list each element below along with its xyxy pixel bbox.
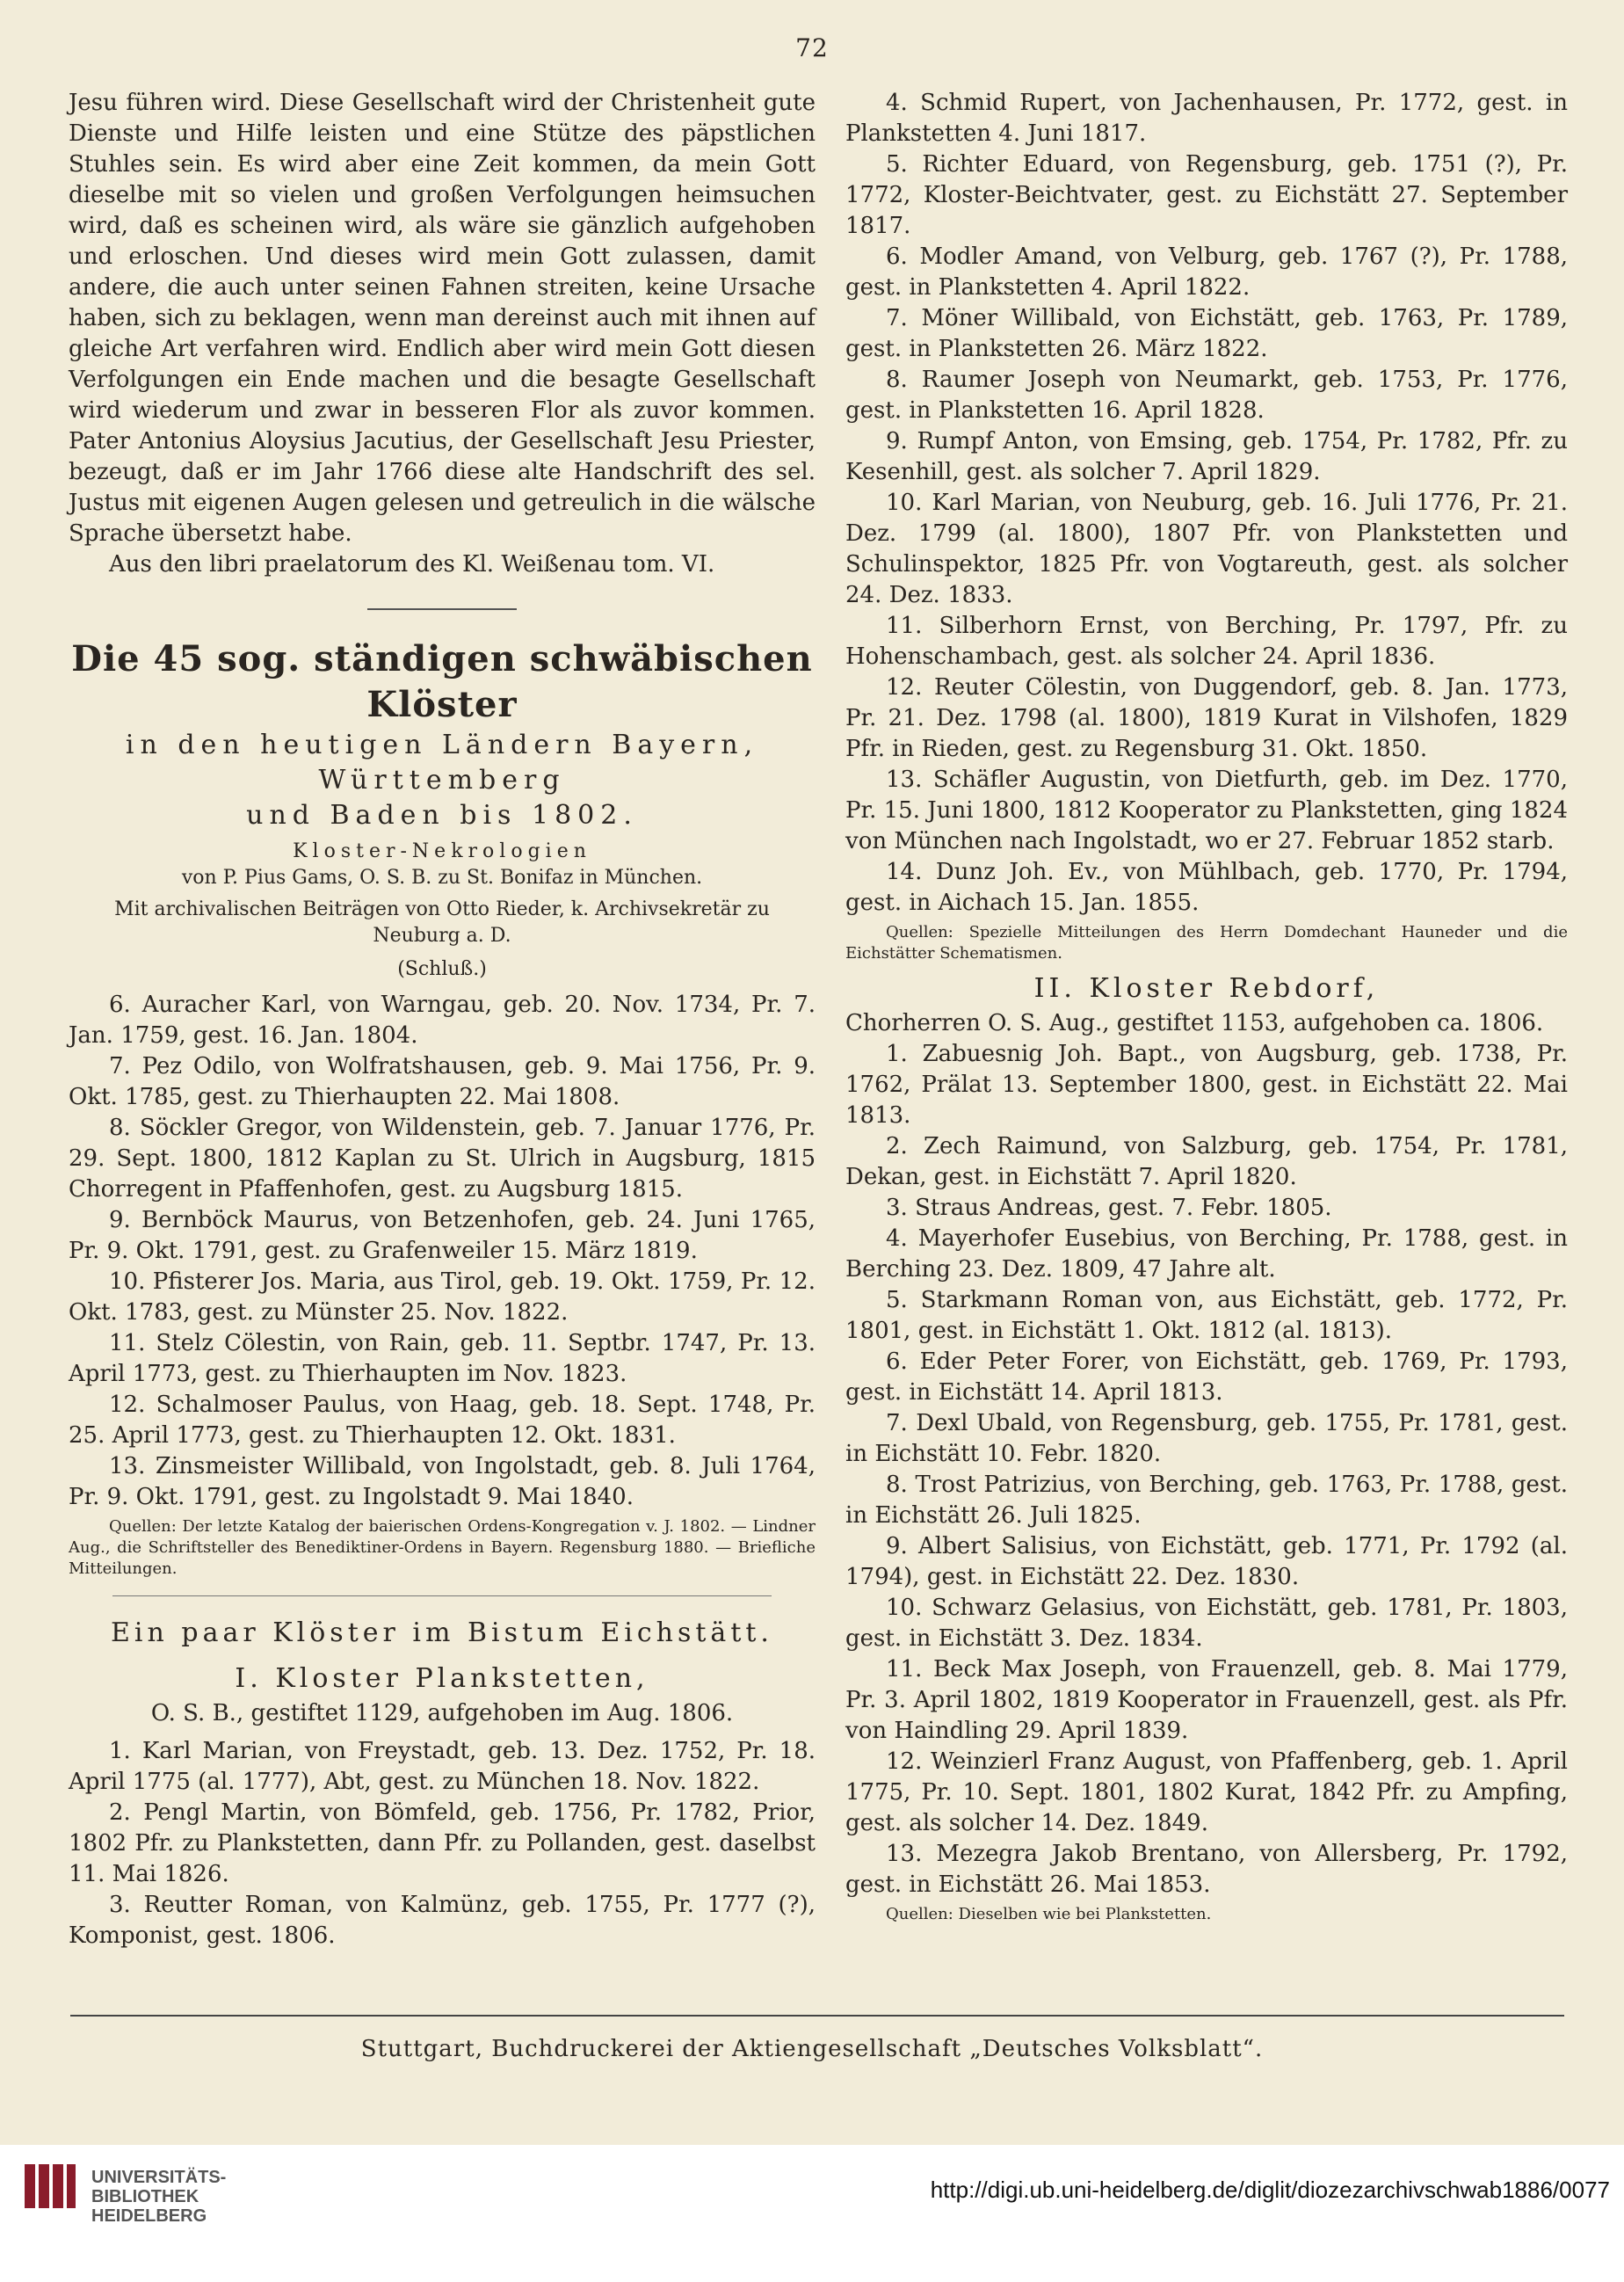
list-item: 13. Mezegra Jakob Brentano, von Allersberg, Pr. 1792, gest. in Eichstätt 26. Mai 1853. xyxy=(845,1841,1568,1898)
list-item: 2. Pengl Martin, von Bömfeld, geb. 1756, Pr. 1782, Prior, 1802 Pfr. zu Plankstetten, dann Pfr. zu Pollanden, gest. daselbst 11. Mai 1826. xyxy=(69,1799,816,1887)
list-item: 1. Karl Marian, von Freystadt, geb. 13. Dez. 1752, Pr. 18. April 1775 (al. 1777), Abt, gest. zu München 18. Nov. 1822. xyxy=(69,1738,816,1795)
list-item: 5. Starkmann Roman von, aus Eichstätt, geb. 1772, Pr. 1801, gest. in Eichstätt 1. Okt. 1812 (al. 1813). xyxy=(845,1287,1568,1344)
list-item: 10. Karl Marian, von Neuburg, geb. 16. Juli 1776, Pr. 21. Dez. 1799 (al. 1800), 1807 Pfr. von Plankstetten und Schulinspektor, 1825 Pfr. von Vogtareuth, gest. als solcher 24. Dez. 1833. xyxy=(845,490,1568,608)
entries-list xyxy=(69,990,816,1513)
list-item: 4. Mayerhofer Eusebius, von Berching, Pr. 1788, gest. in Berching 23. Dez. 1809, 47 Jahre alt. xyxy=(845,1225,1568,1283)
intro-source: Aus den libri praelatorum des Kl. Weißenau tom. VI. xyxy=(109,551,715,578)
subsection-info: O. S. B., gestiftet 1129, aufgehoben im Aug. 1806. xyxy=(150,1700,734,1726)
page-number: 72 xyxy=(795,33,829,62)
author-line: von P. Pius Gams, O. S. B. zu St. Bonifaz in München. xyxy=(181,867,703,889)
list-item: 14. Dunz Joh. Ev., von Mühlbach, geb. 1770, Pr. 1794, gest. in Aichach 15. Jan. 1855. xyxy=(845,859,1568,916)
library-name-line: HEIDELBERG xyxy=(91,2206,207,2226)
list-item: 10. Pfisterer Jos. Maria, aus Tirol, geb. 19. Okt. 1759, Pr. 12. Okt. 1783, gest. zu Münster 25. Nov. 1822. xyxy=(69,1268,816,1326)
rebdorf-sources-note: Quellen: Dieselben wie bei Plankstetten. xyxy=(886,1905,1212,1923)
list-item: 8. Söckler Gregor, von Wildenstein, geb. 7. Januar 1776, Pr. 29. Sept. 1800, 1812 Kaplan zu St. Ulrich in Augsburg, 1815 Chorregent in Pfaffenhofen, gest. zu Augsburg 1815. xyxy=(69,1115,816,1203)
section-title: Ein paar Klöster im Bistum Eichstätt. xyxy=(111,1617,773,1648)
contrib-line: Mit archivalischen Beiträgen von Otto Rieder, k. Archivsekretär zu Neuburg a. D. xyxy=(114,898,770,947)
divider xyxy=(112,1595,772,1596)
source-url-link[interactable]: http://digi.ub.uni-heidelberg.de/diglit/diozezarchivschwab1886/0077 xyxy=(930,2177,1610,2203)
list-item: 6. Eder Peter Forer, von Eichstätt, geb. 1769, Pr. 1793, gest. in Eichstätt 14. April 1813. xyxy=(845,1348,1568,1406)
list-item: 11. Silberhorn Ernst, von Berching, Pr. 1797, Pfr. zu Hohenschambach, gest. als solcher 24. April 1836. xyxy=(845,613,1568,670)
list-item: 3. Straus Andreas, gest. 7. Febr. 1805. xyxy=(886,1195,1332,1221)
intro-paragraph: Jesu führen wird. Diese Gesellschaft wird der Christenheit gute Dienste und Hilfe leisten und eine Stütze des päpstlichen Stuhles sein. Es wird aber eine Zeit kommen, da mein Gott dieselbe mit so vielen und großen Verfolgungen heimsuchen wird, daß es scheinen wird, als wäre sie gänzlich aufgehoben und erloschen. Und dieses wird mein Gott zulassen, damit andere, die auch unter seinen Fahnen streiten, keine Ursache haben, sich zu beklagen, wenn man dereinst auch mit ihnen auf gleiche Art verfahren wird. Endlich aber wird mein Gott diesen Verfolgungen ein Ende machen und die besagte Gesellschaft wird wiederum und zwar in besseren Flor als zuvor kommen. Pater Antonius Aloysius Jacutius, der Gesellschaft Jesu Priester, bezeugt, daß er im Jahr 1766 diese alte Handschrift des sel. Justus mit eigenen Augen gelesen und getreulich in die wälsche Sprache übersetzt habe. xyxy=(69,90,816,547)
list-item: 13. Schäfler Augustin, von Dietfurth, geb. im Dez. 1770, Pr. 15. Juni 1800, 1812 Kooperator zu Plankstetten, ging 1824 von München nach Ingolstadt, wo er 27. Februar 1852 starb. xyxy=(845,767,1568,854)
list-item: 7. Dexl Ubald, von Regensburg, geb. 1755, Pr. 1781, gest. in Eichstätt 10. Febr. 1820. xyxy=(845,1410,1568,1467)
list-item: 9. Bernböck Maurus, von Betzenhofen, geb. 24. Juni 1765, Pr. 9. Okt. 1791, gest. zu Grafenweiler 15. März 1819. xyxy=(69,1207,816,1264)
list-item: 12. Weinzierl Franz August, von Pfaffenberg, geb. 1. April 1775, Pr. 10. Sept. 1801, 1802 Kurat, 1842 Pfr. zu Ampfing, gest. als solcher 14. Dez. 1849. xyxy=(845,1748,1568,1836)
list-item: 9. Albert Salisius, von Eichstätt, geb. 1771, Pr. 1792 (al. 1794), gest. in Eichstätt 22. Dez. 1830. xyxy=(845,1533,1568,1590)
list-item: 8. Trost Patrizius, von Berching, geb. 1763, Pr. 1788, gest. in Eichstätt 26. Juli 1825. xyxy=(845,1472,1568,1529)
list-item: 9. Rumpf Anton, von Emsing, geb. 1754, Pr. 1782, Pfr. zu Kesenhill, gest. als solcher 7. April 1829. xyxy=(845,428,1568,485)
list-item: 1. Zabuesnig Joh. Bapt., von Augsburg, geb. 1738, Pr. 1762, Prälat 13. September 1800, gest. in Eichstätt 22. Mai 1813. xyxy=(845,1041,1568,1129)
library-name xyxy=(91,2168,226,2226)
library-name-line: UNIVERSITÄTS- xyxy=(91,2168,227,2187)
schluss-label: (Schluß.) xyxy=(397,958,487,980)
divider xyxy=(367,608,517,610)
article-title: Die 45 sog. ständigen schwäbischen Klöster xyxy=(71,638,813,725)
list-item: 10. Schwarz Gelasius, von Eichstätt, geb. 1781, Pr. 1803, gest. in Eichstätt 3. Dez. 1834. xyxy=(845,1595,1568,1652)
list-item: 11. Stelz Cölestin, von Rain, geb. 11. Septbr. 1747, Pr. 13. April 1773, gest. zu Thierhaupten im Nov. 1823. xyxy=(69,1330,816,1387)
plank-sources-note: Quellen: Spezielle Mitteilungen des Herrn Domdechant Hauneder und die Eichstätter Schematismen. xyxy=(845,923,1568,963)
rebdorf-entries-list xyxy=(845,1039,1568,1900)
list-item: 13. Zinsmeister Willibald, von Ingolstadt, geb. 8. Juli 1764, Pr. 9. Okt. 1791, gest. zu Ingolstadt 9. Mai 1840. xyxy=(69,1453,816,1510)
sources-note: Quellen: Der letzte Katalog der baierischen Ordens-Kongregation v. J. 1802. — Lindner Aug., die Schriftsteller des Benediktiner-Ordens in Bayern. Regensburg 1880. — Briefliche Mitteilungen. xyxy=(69,1517,816,1578)
list-item: 3. Reutter Roman, von Kalmünz, geb. 1755, Pr. 1777 (?), Komponist, gest. 1806. xyxy=(69,1892,816,1949)
list-item: 7. Pez Odilo, von Wolfratshausen, geb. 9. Mai 1756, Pr. 9. Okt. 1785, gest. zu Thierhaupten 22. Mai 1808. xyxy=(69,1053,816,1110)
library-logo-icon xyxy=(18,2155,79,2217)
rebdorf-info: Chorherren O. S. Aug., gestiftet 1153, aufgehoben ca. 1806. xyxy=(845,1010,1544,1036)
plank-entries-continued xyxy=(845,88,1568,919)
list-item: 11. Beck Max Joseph, von Frauenzell, geb. 8. Mai 1779, Pr. 3. April 1802, 1819 Kooperator in Frauenzell, gest. als Pfr. von Haindling 29. April 1839. xyxy=(845,1656,1568,1744)
article-subtitle-2: und Baden bis 1802. xyxy=(246,800,638,831)
list-item: 6. Auracher Karl, von Warngau, geb. 20. Nov. 1734, Pr. 7. Jan. 1759, gest. 16. Jan. 1804. xyxy=(69,992,816,1049)
footer-divider xyxy=(70,2015,1564,2017)
rebdorf-title: II. Kloster Rebdorf, xyxy=(1033,973,1380,1004)
list-item: 6. Modler Amand, von Velburg, geb. 1767 (?), Pr. 1788, gest. in Plankstetten 4. April 1822. xyxy=(845,243,1568,301)
library-name-line: BIBLIOTHEK xyxy=(91,2187,199,2206)
list-item: 2. Zech Raimund, von Salzburg, geb. 1754, Pr. 1781, Dekan, gest. in Eichstätt 7. April 1820. xyxy=(845,1133,1568,1190)
plank-entries-list xyxy=(69,1736,816,1951)
nekrologien-label: Kloster-Nekrologien xyxy=(293,840,591,862)
list-item: 5. Richter Eduard, von Regensburg, geb. 1751 (?), Pr. 1772, Kloster-Beichtvater, gest. zu Eichstätt 27. September 1817. xyxy=(845,151,1568,239)
list-item: 12. Reuter Cölestin, von Duggendorf, geb. 8. Jan. 1773, Pr. 21. Dez. 1798 (al. 1800), 1819 Kurat in Vilshofen, 1829 Pfr. in Rieden, gest. zu Regensburg 31. Okt. 1850. xyxy=(845,674,1568,762)
article-subtitle: in den heutigen Ländern Bayern, Württemberg xyxy=(125,730,759,796)
list-item: 8. Raumer Joseph von Neumarkt, geb. 1753, Pr. 1776, gest. in Plankstetten 16. April 1828. xyxy=(845,367,1568,424)
right-column xyxy=(845,88,1568,1929)
left-column xyxy=(69,88,816,1951)
subsection-title: I. Kloster Plankstetten, xyxy=(235,1663,649,1694)
list-item: 4. Schmid Rupert, von Jachenhausen, Pr. 1772, gest. in Plankstetten 4. Juni 1817. xyxy=(845,90,1568,147)
library-banner xyxy=(0,2145,1624,2282)
list-item: 12. Schalmoser Paulus, von Haag, geb. 18. Sept. 1748, Pr. 25. April 1773, gest. zu Thierhaupten 12. Okt. 1831. xyxy=(69,1392,816,1449)
list-item: 7. Möner Willibald, von Eichstätt, geb. 1763, Pr. 1789, gest. in Plankstetten 26. März 1822. xyxy=(845,305,1568,362)
printer-footer: Stuttgart, Buchdruckerei der Aktiengesellschaft „Deutsches Volksblatt“. xyxy=(360,2036,1264,2062)
